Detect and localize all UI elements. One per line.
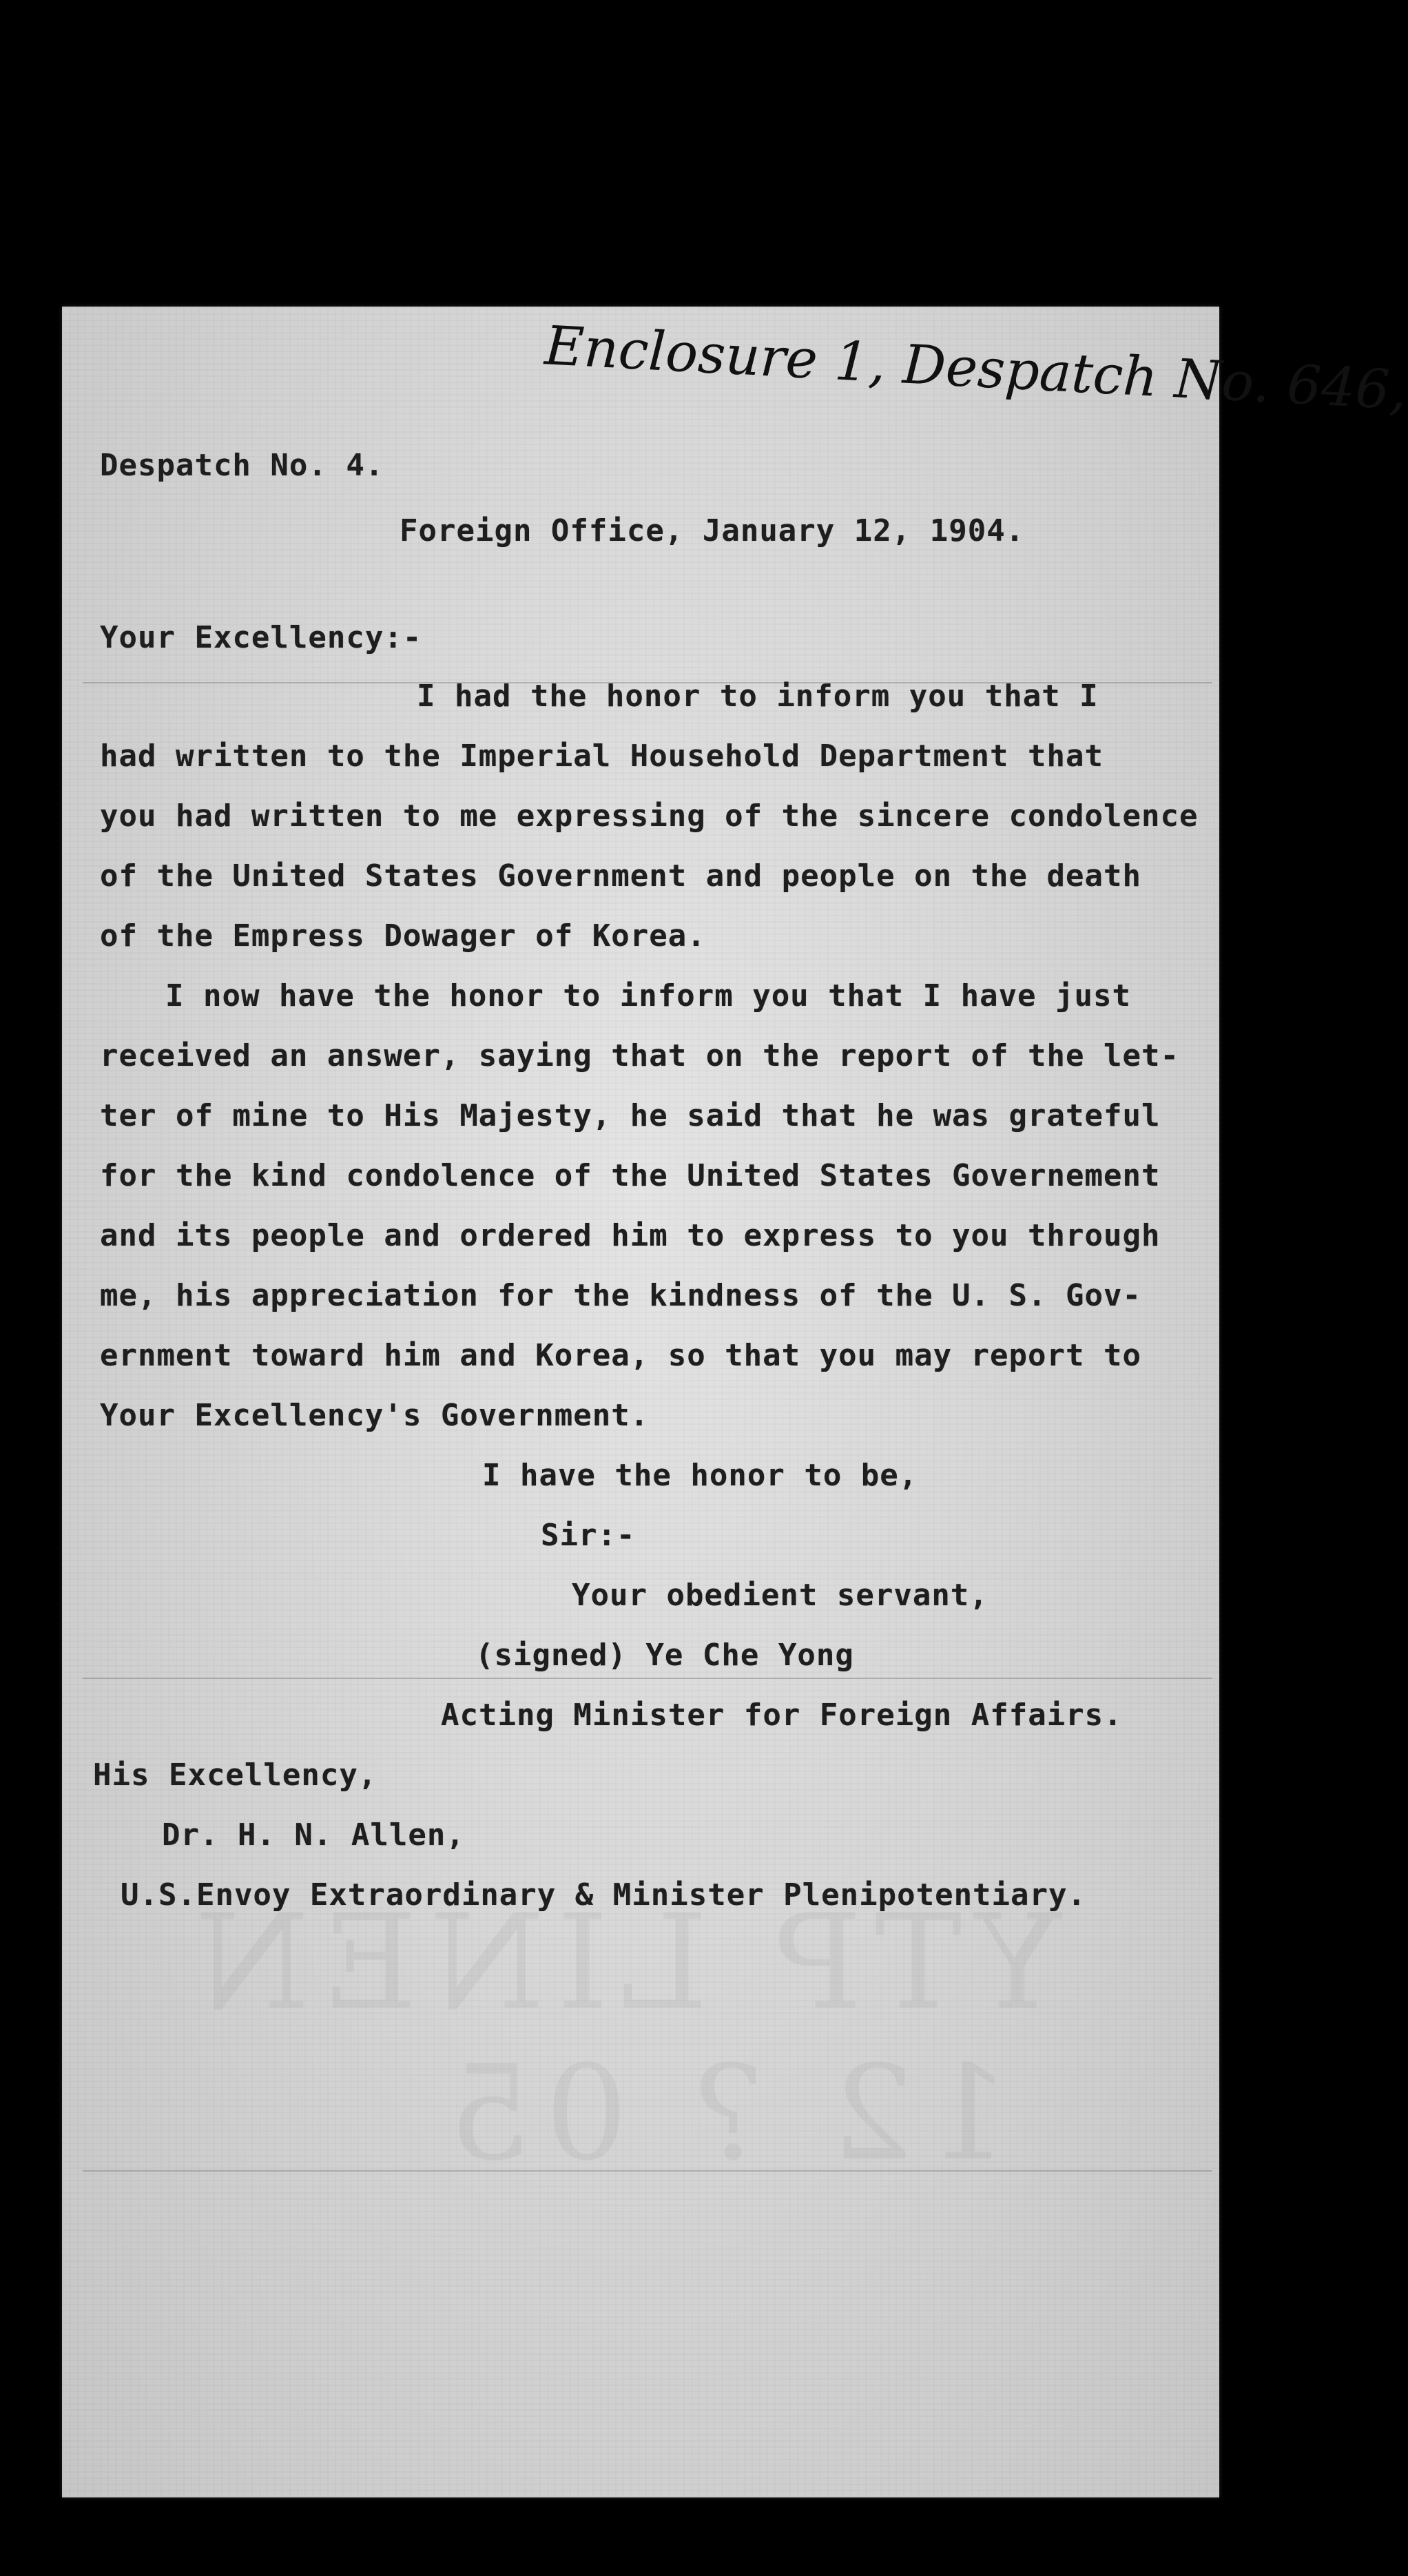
body-line: ernment toward him and Korea, so that you may report to [100, 1338, 1141, 1373]
addressee-line: Dr. H. N. Allen, [162, 1817, 465, 1853]
addressee-line: His Excellency, [93, 1758, 377, 1793]
paper-watermark [386, 1888, 1061, 2189]
watermark-line [386, 2039, 1061, 2189]
body-line: of the United States Government and people on the death [100, 858, 1141, 894]
signature-line: (signed) Ye Che Yong [475, 1638, 854, 1673]
signatory-title: Acting Minister for Foreign Affairs. [441, 1698, 1123, 1733]
closing-line: Your obedient servant, [572, 1578, 988, 1613]
body-line: I now have the honor to inform you that I have just [165, 978, 1132, 1013]
body-line: of the Empress Dowager of Korea. [100, 918, 706, 954]
body-line: for the kind condolence of the United States Governement [100, 1158, 1161, 1193]
closing-line: I have the honor to be, [482, 1458, 918, 1493]
body-line: I had the honor to inform you that I [417, 679, 1099, 714]
paper-fold-line [83, 1678, 1212, 1679]
closing-line: Sir:- [541, 1518, 636, 1553]
body-line: you had written to me expressing of the sincere condolence [100, 798, 1199, 834]
body-line: me, his appreciation for the kindness of the U. S. Gov- [100, 1278, 1141, 1313]
salutation: Your Excellency:- [100, 620, 422, 655]
place-date: Foreign Office, January 12, 1904. [400, 513, 1025, 548]
paper-fold-line [83, 2170, 1212, 2172]
addressee-line: U.S.Envoy Extraordinary & Minister Plenipotentiary. [121, 1877, 1087, 1913]
body-line: had written to the Imperial Household Department that [100, 739, 1104, 774]
body-line: and its people and ordered him to express to you through [100, 1218, 1161, 1253]
body-line: received an answer, saying that on the report of the let- [100, 1038, 1179, 1073]
body-line: Your Excellency's Government. [100, 1398, 650, 1433]
handwritten-annotation: Enclosure 1, Despatch No. 646, [543, 315, 1408, 422]
body-line: ter of mine to His Majesty, he said that he was grateful [100, 1098, 1161, 1133]
despatch-number: Despatch No. 4. [100, 448, 384, 483]
